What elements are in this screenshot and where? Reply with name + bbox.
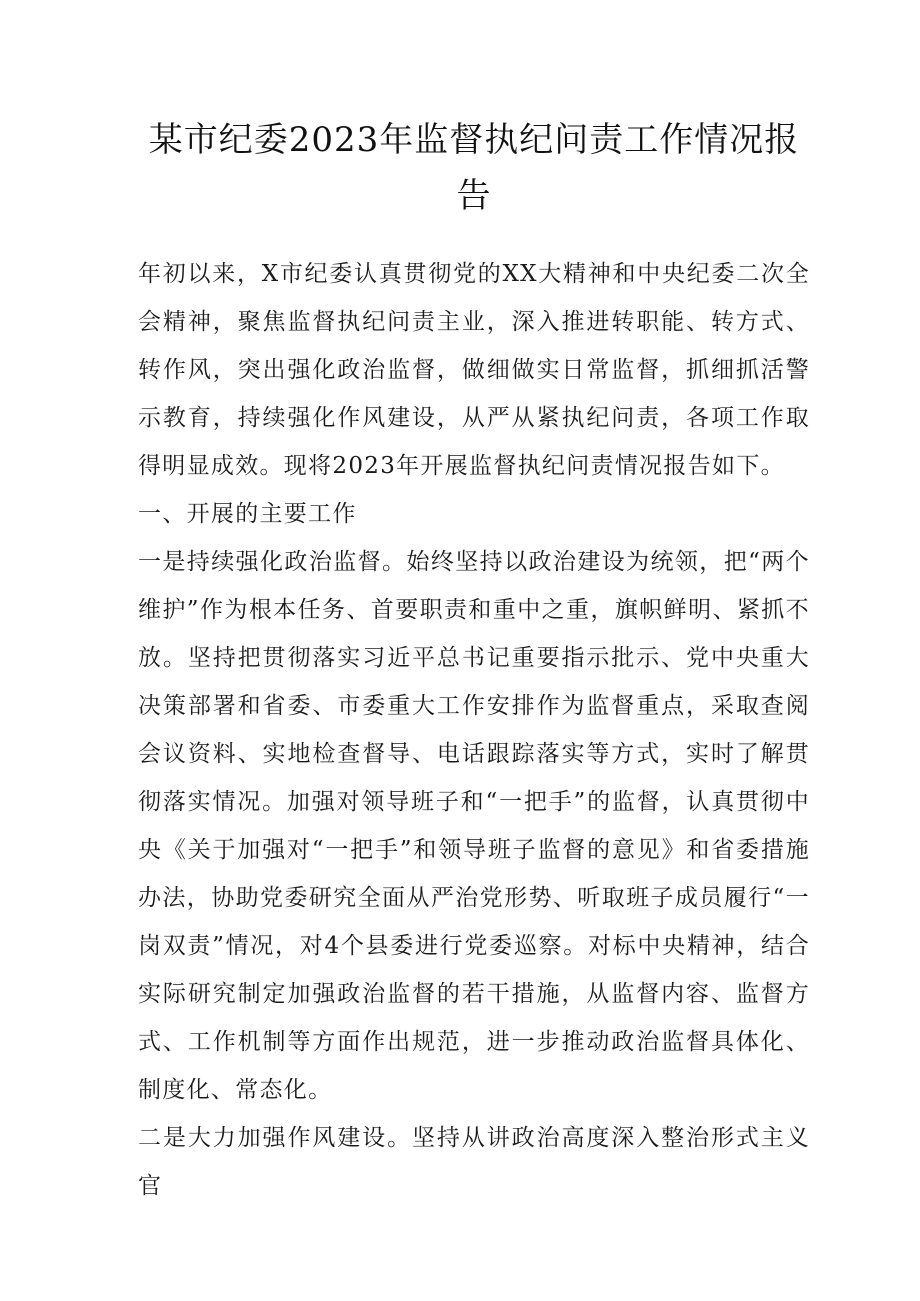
body-paragraph-political-supervision: 一是持续强化政治监督。始终坚持以政治建设为统领，把“两个维护”作为根本任务、首要职责和重中之重，旗帜鲜明、紧抓不放。坚持把贯彻落实习近平总书记重要指示批示、党中央重大决策部署和省委、市委重大工作安排作为监督重点，采取查阅会议资料、实地检查督导、电话跟踪落实等方式，实时了解贯彻落实情况。加强对领导班子和“一把手”的监督，认真贯彻中央《关于加强对“一把手”和领导班子监督的意见》和省委措施办法，协助党委研究全面从严治党形势、听取班子成员履行“一岗双责”情况，对4个县委进行党委巡察。对标中央精神，结合实际研究制定加强政治监督的若干措施，从监督内容、监督方式、工作机制等方面作出规范，进一步推动政治监督具体化、制度化、常态化。 bbox=[138, 549, 810, 1103]
title-spacer bbox=[138, 224, 810, 250]
body-paragraph-style-building: 二是大力加强作风建设。坚持从讲政治高度深入整治形式主义官 bbox=[138, 1125, 810, 1199]
document-title: 某市纪委2023年监督执纪问责工作情况报告 bbox=[148, 120, 800, 216]
section-heading: 一、开展的主要工作 bbox=[138, 501, 357, 527]
intro-paragraph: 年初以来，X市纪委认真贯彻党的XX大精神和中央纪委二次全会精神，聚焦监督执纪问责主业，深入推进转职能、转方式、转作风，突出强化政治监督，做细做实日常监督，抓细抓活警示教育，持续强化作风建设，从严从紧执纪问责，各项工作取得明显成效。现将2023年开展监督执纪问责情况报告如下。 bbox=[138, 261, 810, 479]
